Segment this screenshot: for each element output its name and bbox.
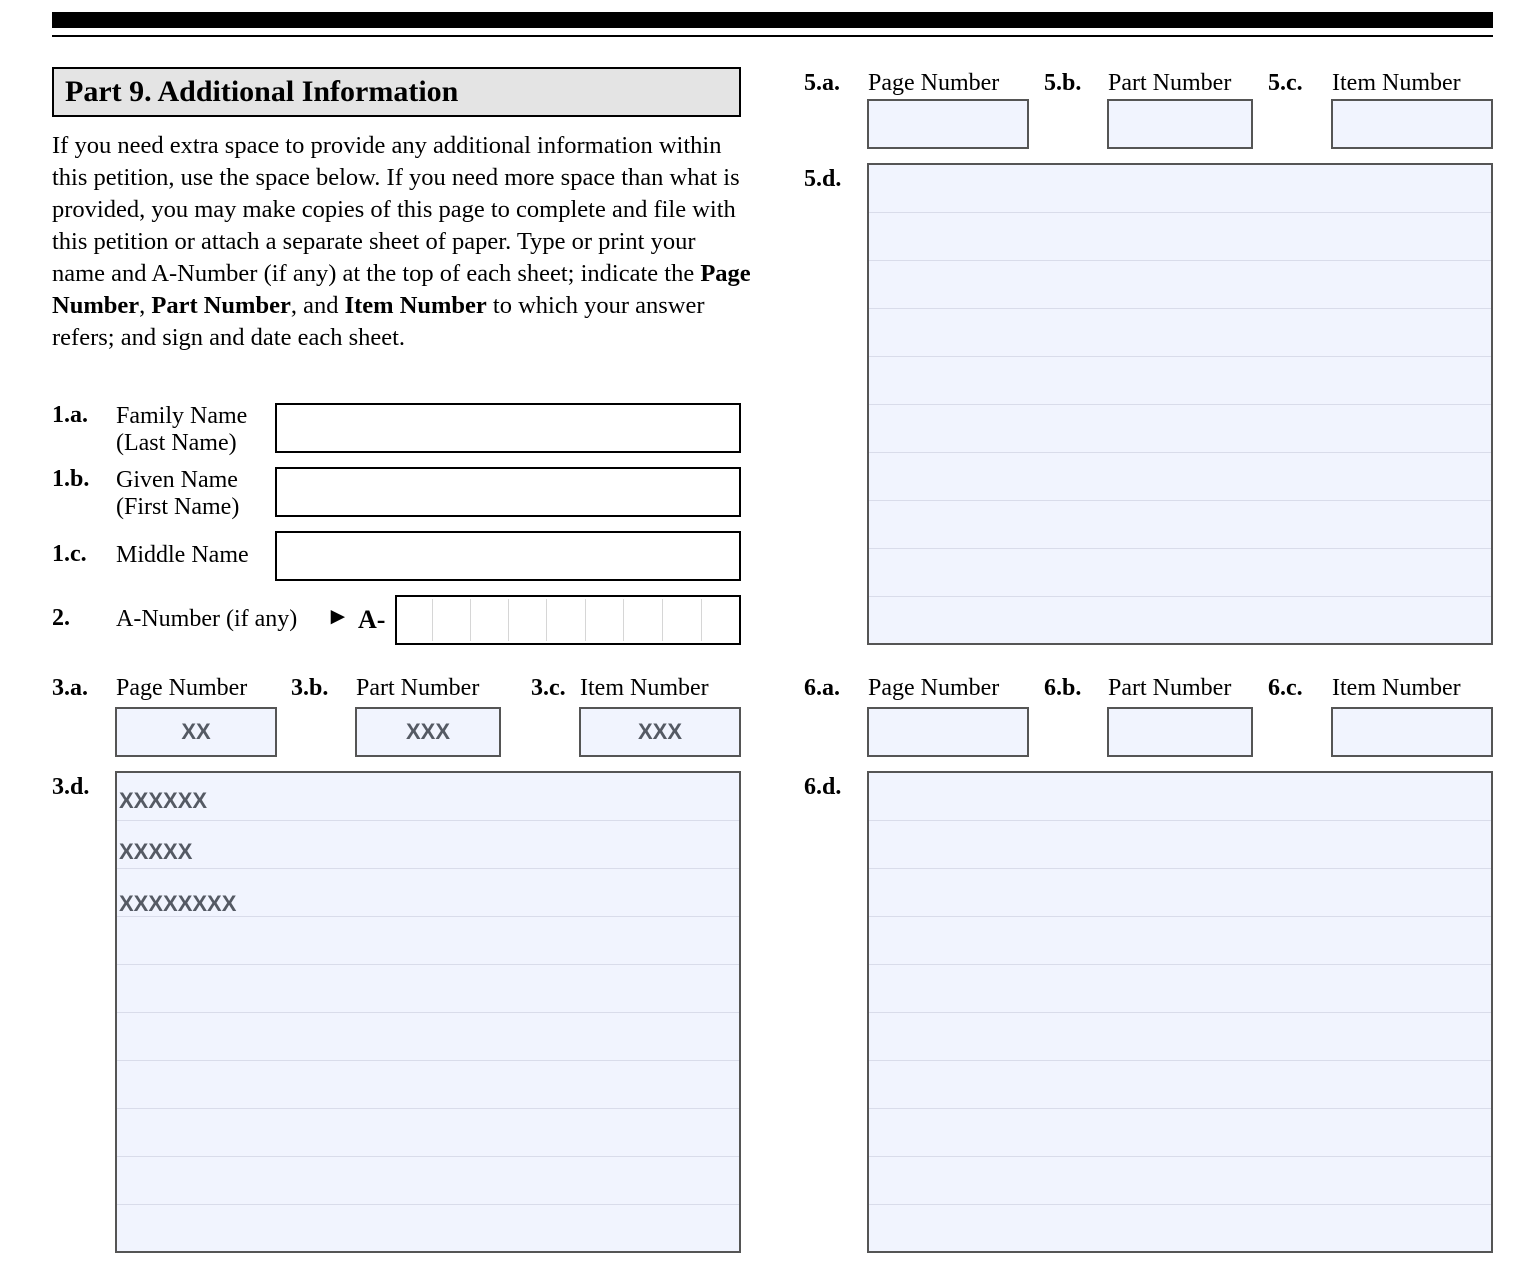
additional-info-textarea-6[interactable] [867, 771, 1493, 1253]
digit-divider [701, 599, 740, 641]
top-rule [52, 35, 1493, 37]
item-number-label-3: Item Number [580, 675, 709, 701]
given-name-label: Given Name [116, 467, 238, 493]
ruled-line [117, 868, 739, 869]
item-number-5c: 5.c. [1268, 70, 1303, 96]
item-number-1c: 1.c. [52, 541, 87, 567]
family-name-field[interactable] [275, 403, 741, 453]
ruled-line [869, 452, 1491, 453]
ruled-line [869, 212, 1491, 213]
ruled-line [869, 260, 1491, 261]
ruled-line [869, 308, 1491, 309]
page-number-label-5: Page Number [868, 70, 1000, 96]
ruled-line [869, 548, 1491, 549]
a-number-label: A-Number (if any) [116, 606, 298, 632]
ruled-line [869, 1156, 1491, 1157]
ruled-line [869, 500, 1491, 501]
item-number-3b: 3.b. [291, 675, 329, 701]
arrow-right-icon: ► [326, 604, 350, 630]
ruled-line [869, 1108, 1491, 1109]
a-number-prefix: A- [358, 605, 386, 634]
part-header [52, 67, 741, 117]
middle-name-label: Middle Name [116, 542, 249, 568]
ruled-line [117, 964, 739, 965]
page-number-field-3[interactable] [115, 707, 277, 757]
digit-divider [662, 599, 701, 641]
instructions [52, 130, 752, 354]
part-number-field-6[interactable] [1107, 707, 1253, 757]
answer-line-3: XXXXXXXX [119, 891, 237, 916]
additional-info-textarea-3[interactable] [115, 771, 741, 1253]
page-number-field-6[interactable] [867, 707, 1029, 757]
ruled-line [869, 404, 1491, 405]
item-number-6c: 6.c. [1268, 675, 1303, 701]
page-number-label-6: Page Number [868, 675, 1000, 701]
middle-name-field[interactable] [275, 531, 741, 581]
digit-divider [546, 599, 585, 641]
answer-line-1: XXXXXX [119, 788, 208, 813]
item-number-3d: 3.d. [52, 774, 90, 800]
item-number-5d: 5.d. [804, 166, 842, 192]
a-number-field[interactable] [395, 595, 741, 645]
item-number-5b: 5.b. [1044, 70, 1082, 96]
ruled-line [869, 1012, 1491, 1013]
ruled-line [117, 1204, 739, 1205]
item-number-field-6[interactable] [1331, 707, 1493, 757]
ruled-line [869, 916, 1491, 917]
page-number-label-3: Page Number [116, 675, 248, 701]
item-number-field-5[interactable] [1331, 99, 1493, 149]
part-number-field-5[interactable] [1107, 99, 1253, 149]
instructions-text: If you need extra space to provide any additional information within this petition, use the space below. If you need more space than what is provided, you may make copies of this page to complete and file with this petition or attach a separate sheet of paper. Type or print your name and A-Number (if any) at the top of each sheet; indicate the Page Number, Part Number, and Item Number to which your answer refers; and sign and date each sheet. [52, 132, 751, 351]
digit-divider [470, 599, 509, 641]
ruled-line [869, 964, 1491, 965]
item-number-6a: 6.a. [804, 675, 840, 701]
item-number-label-5: Item Number [1332, 70, 1461, 96]
family-name-sublabel: (Last Name) [116, 430, 237, 456]
ruled-line [869, 1060, 1491, 1061]
given-name-field[interactable] [275, 467, 741, 517]
item-number-6b: 6.b. [1044, 675, 1082, 701]
page-number-value-3: XX [181, 719, 211, 744]
page-number-field-5[interactable] [867, 99, 1029, 149]
item-number-6d: 6.d. [804, 774, 842, 800]
part-number-label-3: Part Number [356, 675, 480, 701]
ruled-line [117, 1060, 739, 1061]
ruled-line [117, 1108, 739, 1109]
part-number-label-6: Part Number [1108, 675, 1232, 701]
ruled-line [869, 1204, 1491, 1205]
ruled-line [869, 356, 1491, 357]
part-title: Part 9. Additional Information [65, 75, 459, 108]
given-name-sublabel: (First Name) [116, 494, 240, 520]
additional-info-textarea-5[interactable] [867, 163, 1493, 645]
part-number-field-3[interactable] [355, 707, 501, 757]
family-name-label: Family Name [116, 403, 248, 429]
item-number-5a: 5.a. [804, 70, 840, 96]
item-number-value-3: XXX [637, 719, 683, 744]
digit-divider [432, 599, 471, 641]
part-number-value-3: XXX [405, 719, 451, 744]
item-number-1b: 1.b. [52, 466, 90, 492]
item-number-field-3[interactable] [579, 707, 741, 757]
ruled-line [117, 1012, 739, 1013]
ruled-line [117, 820, 739, 821]
answer-line-2: XXXXX [119, 839, 193, 864]
item-number-label-6: Item Number [1332, 675, 1461, 701]
item-number-1a: 1.a. [52, 402, 88, 428]
digit-divider [585, 599, 624, 641]
ruled-line [869, 868, 1491, 869]
item-number-3c: 3.c. [531, 675, 566, 701]
digit-divider [623, 599, 662, 641]
digit-divider [508, 599, 547, 641]
part-number-label-5: Part Number [1108, 70, 1232, 96]
item-number-3a: 3.a. [52, 675, 88, 701]
ruled-line [869, 596, 1491, 597]
ruled-line [869, 820, 1491, 821]
ruled-line [117, 1156, 739, 1157]
item-number-2: 2. [52, 605, 70, 631]
top-bar [52, 12, 1493, 28]
